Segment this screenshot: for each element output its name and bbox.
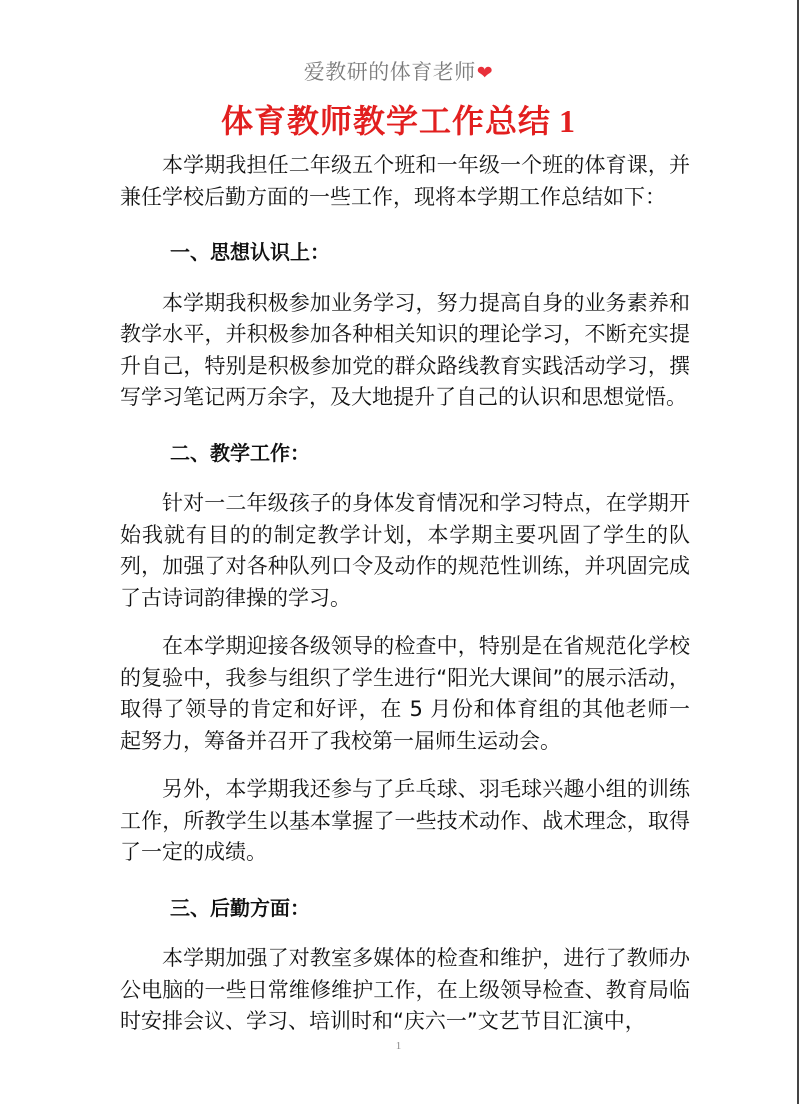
title-text: 体育教师教学工作总结	[220, 102, 551, 140]
section-heading-teaching: 二、教学工作：	[170, 440, 310, 465]
watermark-text: 爱教研的体育老师	[303, 60, 476, 84]
heart-icon: ❤	[476, 62, 494, 84]
document-body	[120, 150, 690, 1055]
intro-paragraph: 本学期我担任二年级五个班和一年级一个班的体育课，并兼任学校后勤方面的一些工作，现将本学期工作总结如下：	[120, 153, 690, 209]
section-paragraph: 针对一二年级孩子的身体发育情况和学习特点，在学期开始我就有目的的制定教学计划，本学期主要巩固了学生的队列，加强了对各种队列口令及动作的规范性训练，并巩固完成了古诗词韵律操的学习。	[120, 491, 690, 610]
section-paragraph: 本学期我积极参加业务学习，努力提高自身的业务素养和教学水平，并积极参加各种相关知识的理论学习，不断充实提升自己，特别是积极参加党的群众路线教育实践活动学习，撰写学习笔记两万余字，及大地提升了自己的认识和思想觉悟。	[120, 290, 690, 409]
page-title	[0, 96, 797, 142]
section-paragraph: 在本学期迎接各级领导的检查中，特别是在省规范化学校的复验中，我参与组织了学生进行“阳光大课间”的展示活动，取得了领导的肯定和好评，在 5 月份和体育组的其他老师一起努力，筹备并召开了我校第一届师生运动会。	[120, 634, 690, 753]
watermark	[0, 56, 797, 86]
section-heading-logistics: 三、后勤方面：	[170, 895, 310, 920]
section-paragraph: 本学期加强了对教室多媒体的检查和维护，进行了教师办公电脑的一些日常维修维护工作，在上级领导检查、教育局临时安排会议、学习、培训时和“庆六一”文艺节目汇演中，	[120, 946, 690, 1033]
section-paragraph: 另外，本学期我还参与了乒乓球、羽毛球兴趣小组的训练工作，所教学生以基本掌握了一些技术动作、战术理念，取得了一定的成绩。	[120, 777, 690, 864]
title-number: 1	[559, 103, 576, 139]
section-heading-thinking: 一、思想认识上：	[170, 240, 330, 264]
page-number: 1	[395, 1040, 402, 1052]
